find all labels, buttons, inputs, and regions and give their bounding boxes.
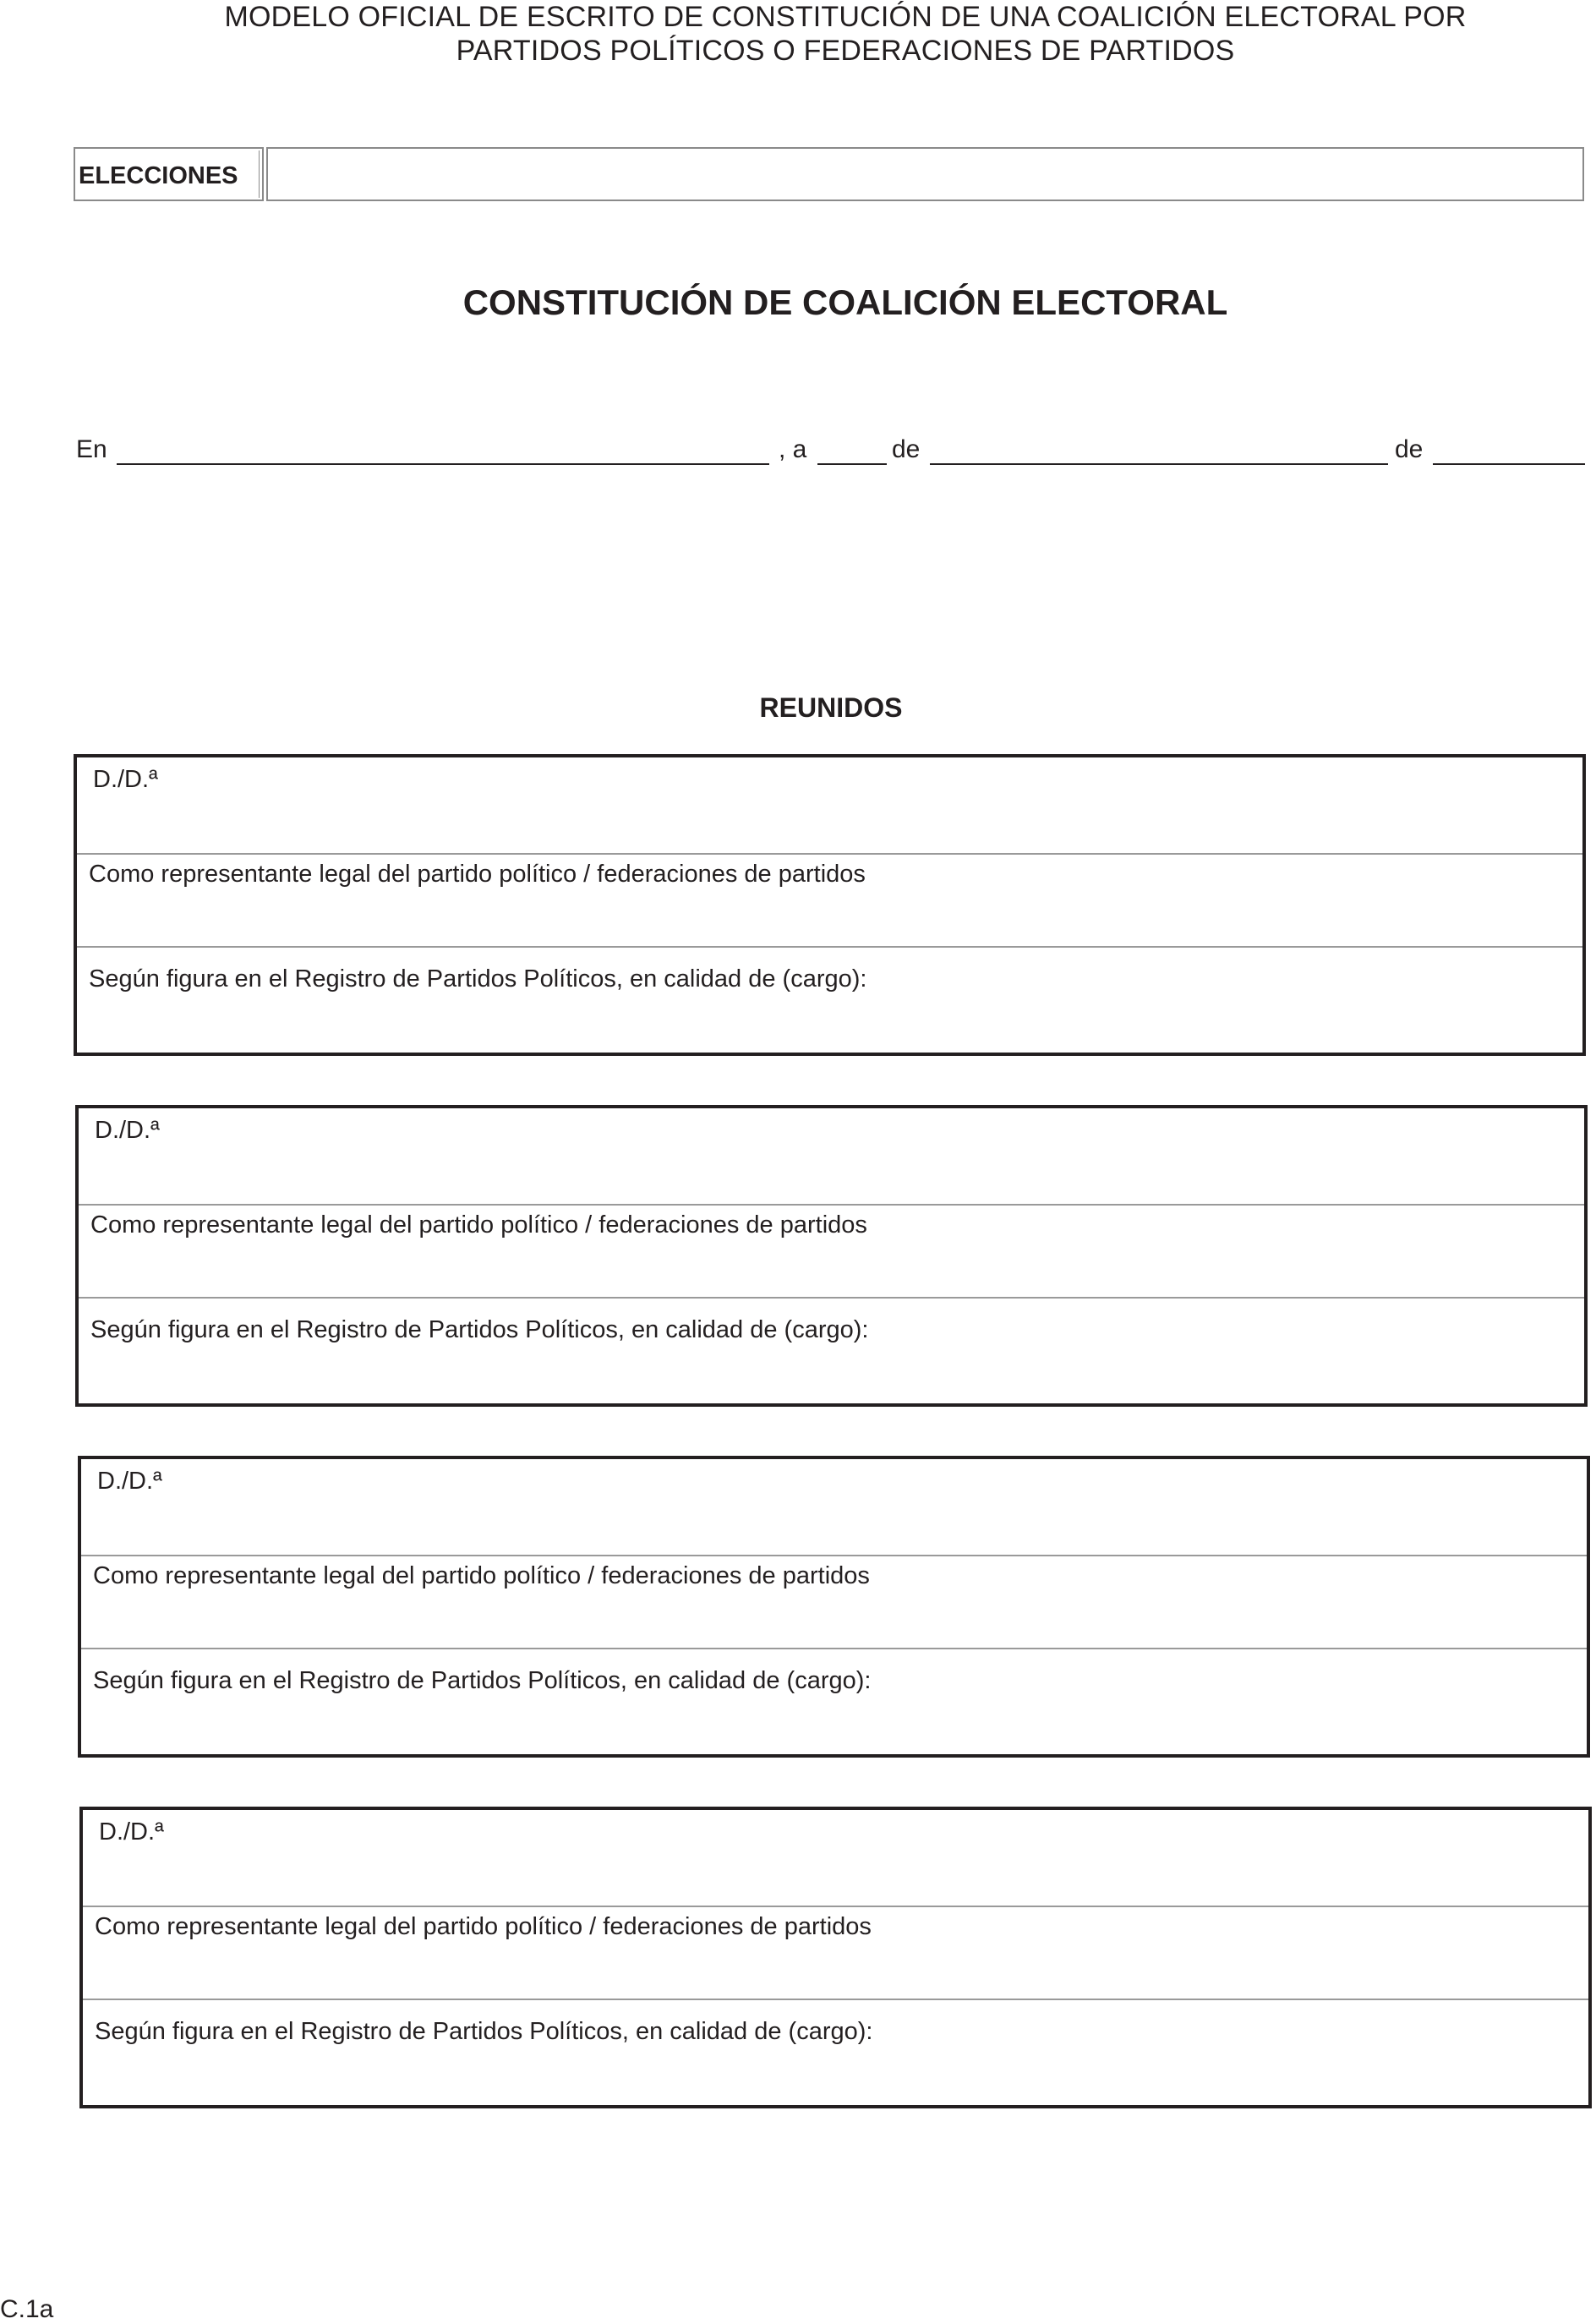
- elecciones-field[interactable]: [266, 147, 1584, 201]
- representative-box-4: [79, 1807, 1592, 2108]
- party-field[interactable]: Como representante legal del partido político / federaciones de partidos: [79, 1204, 1584, 1297]
- day-blank-field[interactable]: [817, 463, 887, 465]
- party-field[interactable]: Como representante legal del partido político / federaciones de partidos: [77, 853, 1582, 946]
- page-title: CONSTITUCIÓN DE COALICIÓN ELECTORAL: [462, 282, 1228, 322]
- cargo-field[interactable]: Según figura en el Registro de Partidos Políticos, en calidad de (cargo):: [79, 1297, 1584, 1403]
- representative-box-1: [74, 754, 1586, 1056]
- month-blank-field[interactable]: [930, 463, 1388, 465]
- date-en-label: En: [76, 435, 107, 463]
- header-title-line-2: PARTIDOS POLÍTICOS O FEDERACIONES DE PARTIDOS: [456, 35, 1235, 67]
- elecciones-label: ELECCIONES: [74, 147, 264, 201]
- party-field[interactable]: Como representante legal del partido político / federaciones de partidos: [81, 1555, 1587, 1648]
- place-blank-field[interactable]: [117, 463, 769, 465]
- name-field[interactable]: D./D.ª: [93, 766, 158, 793]
- elecciones-row: [74, 147, 1584, 203]
- cargo-field[interactable]: Según figura en el Registro de Partidos Políticos, en calidad de (cargo):: [81, 1648, 1587, 1754]
- name-field[interactable]: D./D.ª: [97, 1468, 162, 1495]
- cargo-field[interactable]: Según figura en el Registro de Partidos Políticos, en calidad de (cargo):: [83, 1999, 1588, 2105]
- header-title-line-1: MODELO OFICIAL DE ESCRITO DE CONSTITUCIÓN DE UNA COALICIÓN ELECTORAL POR: [224, 1, 1467, 33]
- document-header: [0, 0, 1596, 68]
- date-de-label-2: de: [1395, 435, 1424, 463]
- date-a-label: , a: [779, 435, 807, 463]
- party-field[interactable]: Como representante legal del partido político / federaciones de partidos: [83, 1906, 1588, 1999]
- date-de-label-1: de: [892, 435, 921, 463]
- name-field[interactable]: D./D.ª: [99, 1818, 164, 1846]
- name-field[interactable]: D./D.ª: [95, 1117, 160, 1144]
- date-place-line: [76, 431, 1589, 468]
- year-blank-field[interactable]: [1433, 463, 1585, 465]
- cargo-field[interactable]: Según figura en el Registro de Partidos Políticos, en calidad de (cargo):: [77, 946, 1582, 1053]
- representative-box-3: [78, 1456, 1590, 1758]
- reunidos-heading: REUNIDOS: [759, 692, 903, 723]
- representative-box-2: [75, 1105, 1588, 1407]
- form-code: C.1a: [0, 2295, 54, 2323]
